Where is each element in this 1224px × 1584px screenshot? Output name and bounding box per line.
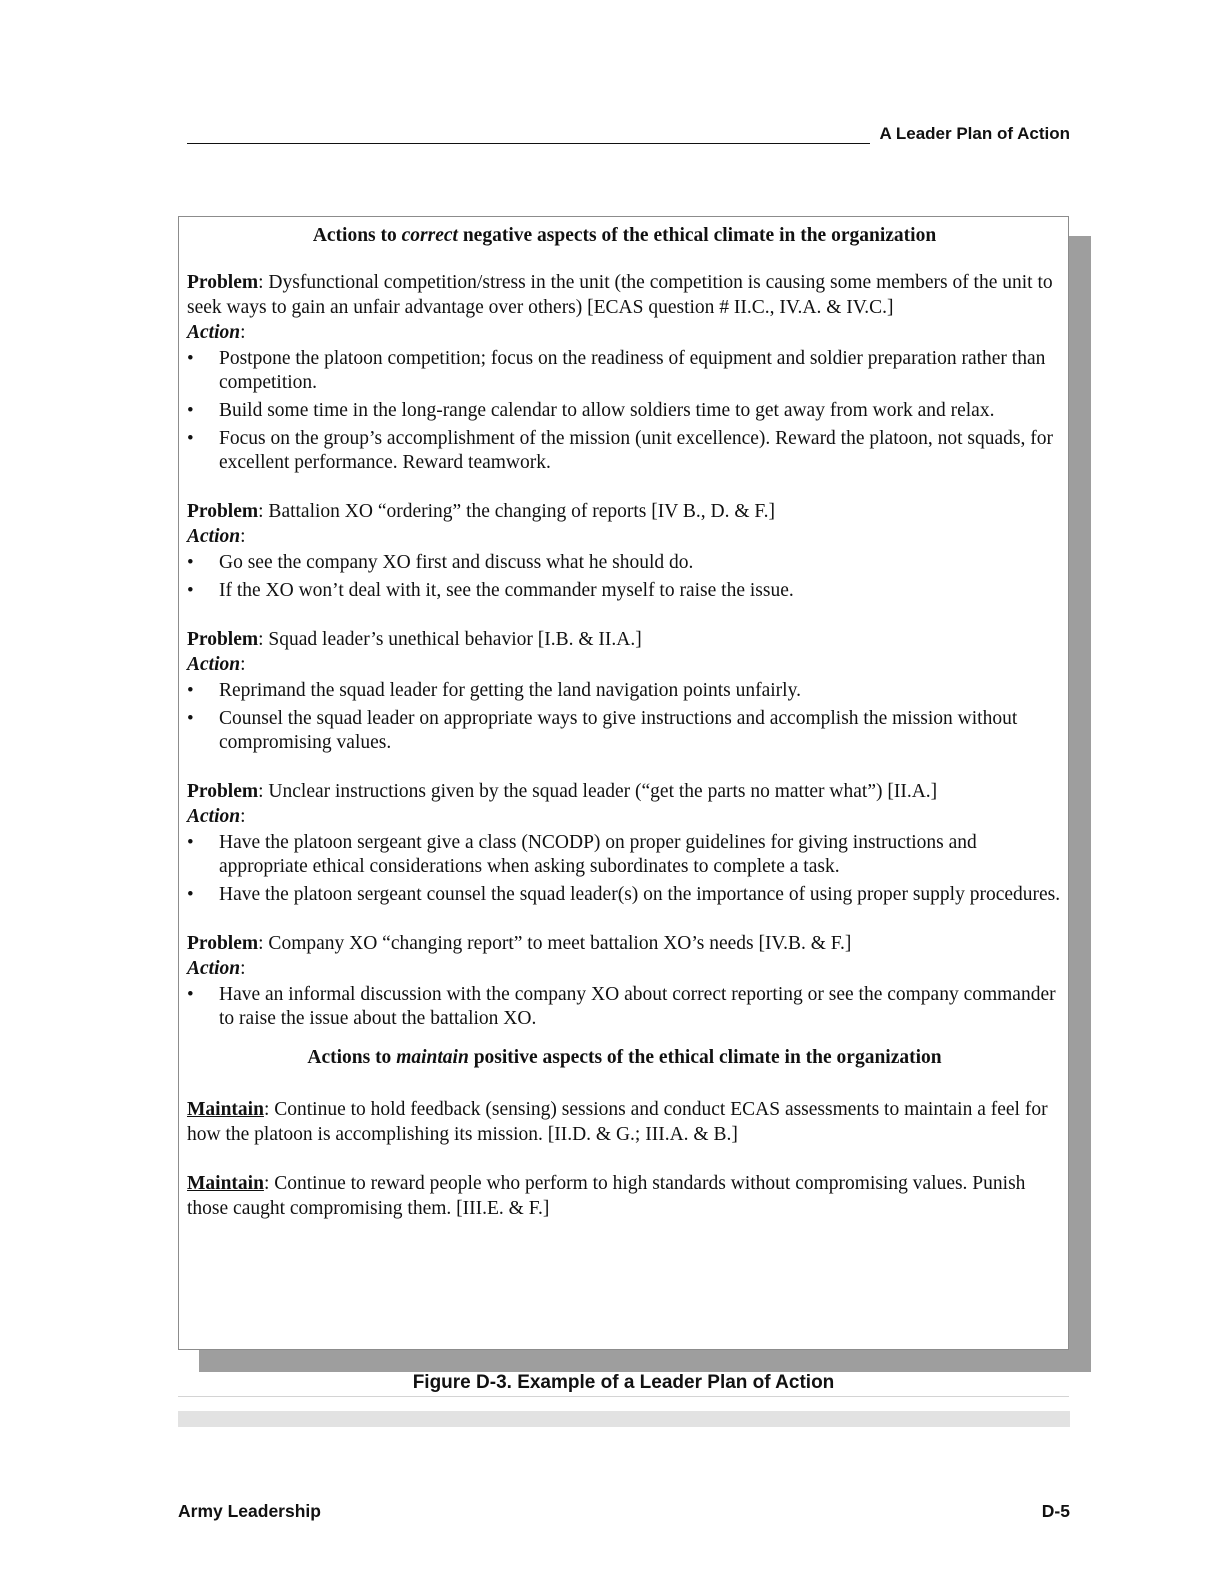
list-item: • Go see the company XO first and discuss what he should do. [187,552,694,573]
header-rule [187,143,870,144]
problem-block [187,931,1062,1031]
caption-rule [178,1396,1069,1397]
maintain-block [187,1171,1062,1221]
bullet-icon: • [187,832,194,853]
problem-statement: Problem: Battalion XO “ordering” the changing of reports [IV B., D. & F.] [187,501,776,522]
problem-label: Problem [187,629,259,650]
page-number: D-5 [1041,1501,1070,1521]
figure-caption: Figure D-3. Example of a Leader Plan of Action [412,1372,835,1393]
bullet-icon: • [187,400,194,421]
problem-statement: Problem: Dysfunctional competition/stress in the unit (the competition is causing some members of the unit to seek ways to gain an unfair advantage over others) [ECAS question # II.C., IV.A. & IV.C.] [187,272,1053,318]
maintain-heading: Actions to maintain positive aspects of the ethical climate in the organization [307,1047,942,1068]
bullet-icon: • [187,708,194,729]
bullet-icon: • [187,348,194,369]
list-item: • Reprimand the squad leader for getting the land navigation points unfairly. [187,680,801,701]
list-item: • Have the platoon sergeant give a class (NCODP) on proper guidelines for giving instructions and appropriate ethical considerations when asking subordinates to complete a task. [187,832,977,877]
gray-band [178,1411,1070,1427]
footer-title: Army Leadership [178,1501,321,1521]
maintain-block [187,1097,1062,1147]
action-list [187,347,1062,475]
action-list [187,551,1062,603]
list-item: • Build some time in the long-range calendar to allow soldiers time to get away from work and relax. [187,400,995,421]
problem-block [187,499,1062,603]
list-item: • Focus on the group’s accomplishment of the mission (unit excellence). Reward the platoon, not squads, for excellent performance. Reward teamwork. [187,428,1053,473]
action-label: Action: [187,526,246,547]
maintain-label: Maintain [187,1099,264,1120]
correct-heading: Actions to correct negative aspects of the ethical climate in the organization [312,225,937,246]
problem-statement: Problem: Unclear instructions given by the squad leader (“get the parts no matter what”) [II.A.] [187,781,938,802]
problem-block [187,270,1062,475]
list-item: • Postpone the platoon competition; focus on the readiness of equipment and soldier preparation rather than competition. [187,348,1046,393]
action-list [187,831,1062,907]
maintain-label: Maintain [187,1173,264,1194]
action-label: Action: [187,322,246,343]
bullet-icon: • [187,984,194,1005]
action-list [187,983,1062,1031]
problem-label: Problem [187,272,259,293]
bullet-icon: • [187,580,194,601]
maintain-statement: Maintain: Continue to reward people who perform to high standards without compromising values. Punish those caught compromising them. [III.E. & F.] [187,1173,1026,1219]
problem-statement: Problem: Company XO “changing report” to meet battalion XO’s needs [IV.B. & F.] [187,933,852,954]
action-list [187,679,1062,755]
maintain-statement: Maintain: Continue to hold feedback (sensing) sessions and conduct ECAS assessments to maintain a feel for how the platoon is accomplishing its mission. [II.D. & G.; III.A. & B.] [187,1099,1048,1145]
problem-block [187,779,1062,907]
problem-statement: Problem: Squad leader’s unethical behavior [I.B. & II.A.] [187,629,642,650]
problem-label: Problem [187,501,259,522]
problem-block [187,627,1062,755]
list-item: • Have the platoon sergeant counsel the squad leader(s) on the importance of using proper supply procedures. [187,884,1061,905]
list-item: • Have an informal discussion with the company XO about correct reporting or see the company commander to raise the issue about the battalion XO. [187,984,1056,1029]
bullet-icon: • [187,552,194,573]
running-header: A Leader Plan of Action [879,124,1070,143]
list-item: • If the XO won’t deal with it, see the commander myself to raise the issue. [187,580,794,601]
plan-of-action-box [178,216,1069,1350]
action-label: Action: [187,958,246,979]
bullet-icon: • [187,428,194,449]
list-item: • Counsel the squad leader on appropriate ways to give instructions and accomplish the mission without compromising values. [187,708,1018,753]
action-label: Action: [187,806,246,827]
problem-label: Problem [187,781,259,802]
bullet-icon: • [187,884,194,905]
bullet-icon: • [187,680,194,701]
action-label: Action: [187,654,246,675]
problem-label: Problem [187,933,259,954]
